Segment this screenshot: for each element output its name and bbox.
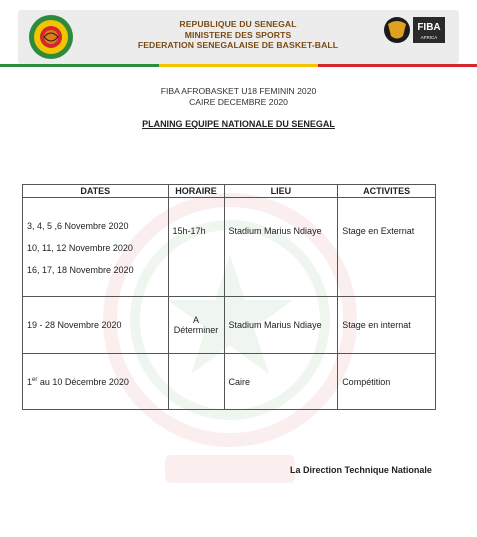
fiba-africa-logo-icon bbox=[383, 14, 447, 46]
dates-cell: 19 - 28 Novembre 2020 bbox=[23, 297, 169, 354]
event-title-line-2: CAIRE DECEMBRE 2020 bbox=[189, 96, 288, 107]
lieu-cell: Caire bbox=[224, 354, 338, 410]
flag-green-band bbox=[0, 64, 159, 67]
dates-cell bbox=[23, 354, 169, 410]
letterhead bbox=[18, 10, 459, 64]
letterhead-text bbox=[118, 19, 358, 51]
table-header-row bbox=[23, 185, 436, 198]
activite-cell: Stage en Externat bbox=[338, 198, 436, 297]
table-row bbox=[23, 198, 436, 297]
dates-cell bbox=[23, 198, 169, 297]
header-line-2: MINISTERE DES SPORTS bbox=[184, 29, 292, 40]
date-day: 1 bbox=[27, 376, 33, 387]
header-line-1: REPUBLIQUE DU SENEGAL bbox=[179, 19, 297, 29]
horaire-cell: 15h-17h bbox=[168, 198, 224, 297]
planning-title: PLANING EQUIPE NATIONALE DU SENEGAL bbox=[142, 119, 335, 129]
horaire-line-2: Déterminer bbox=[173, 325, 219, 335]
fiba-logo-text: FIBA bbox=[417, 22, 441, 33]
flag-red-band bbox=[318, 64, 477, 67]
header-horaire: HORAIRE bbox=[168, 185, 224, 198]
flag-yellow-band bbox=[159, 64, 318, 67]
header-line-3: FEDERATION SENEGALAISE DE BASKET-BALL bbox=[137, 40, 339, 50]
event-title-line-1: FIBA AFROBASKET U18 FEMININ 2020 bbox=[160, 86, 317, 96]
horaire-line-1: A bbox=[193, 315, 200, 325]
schedule-table bbox=[22, 184, 436, 410]
activite-cell: Compétition bbox=[338, 354, 436, 410]
signature: La Direction Technique Nationale bbox=[290, 465, 432, 475]
date-line: 10, 11, 12 Novembre 2020 bbox=[27, 243, 133, 253]
date-line: 3, 4, 5 ,6 Novembre 2020 bbox=[27, 221, 129, 231]
horaire-cell bbox=[168, 354, 224, 410]
fsbb-logo-icon bbox=[28, 14, 74, 60]
date-range-end: au 10 Décembre 2020 bbox=[37, 376, 129, 387]
horaire-cell bbox=[168, 297, 224, 354]
header-activites: ACTIVITES bbox=[338, 185, 436, 198]
flag-color-strip bbox=[0, 64, 477, 67]
table-row bbox=[23, 354, 436, 410]
africa-logo-text: AFRICA bbox=[420, 35, 438, 40]
lieu-cell: Stadium Marius Ndiaye bbox=[224, 198, 338, 297]
date-ordinal: er bbox=[32, 376, 38, 383]
event-title bbox=[0, 86, 477, 107]
table-row bbox=[23, 297, 436, 354]
date-line: 16, 17, 18 Novembre 2020 bbox=[27, 265, 134, 275]
header-lieu: LIEU bbox=[224, 185, 338, 198]
header-dates: DATES bbox=[23, 185, 169, 198]
activite-cell: Stage en internat bbox=[338, 297, 436, 354]
lieu-cell: Stadium Marius Ndiaye bbox=[224, 297, 338, 354]
